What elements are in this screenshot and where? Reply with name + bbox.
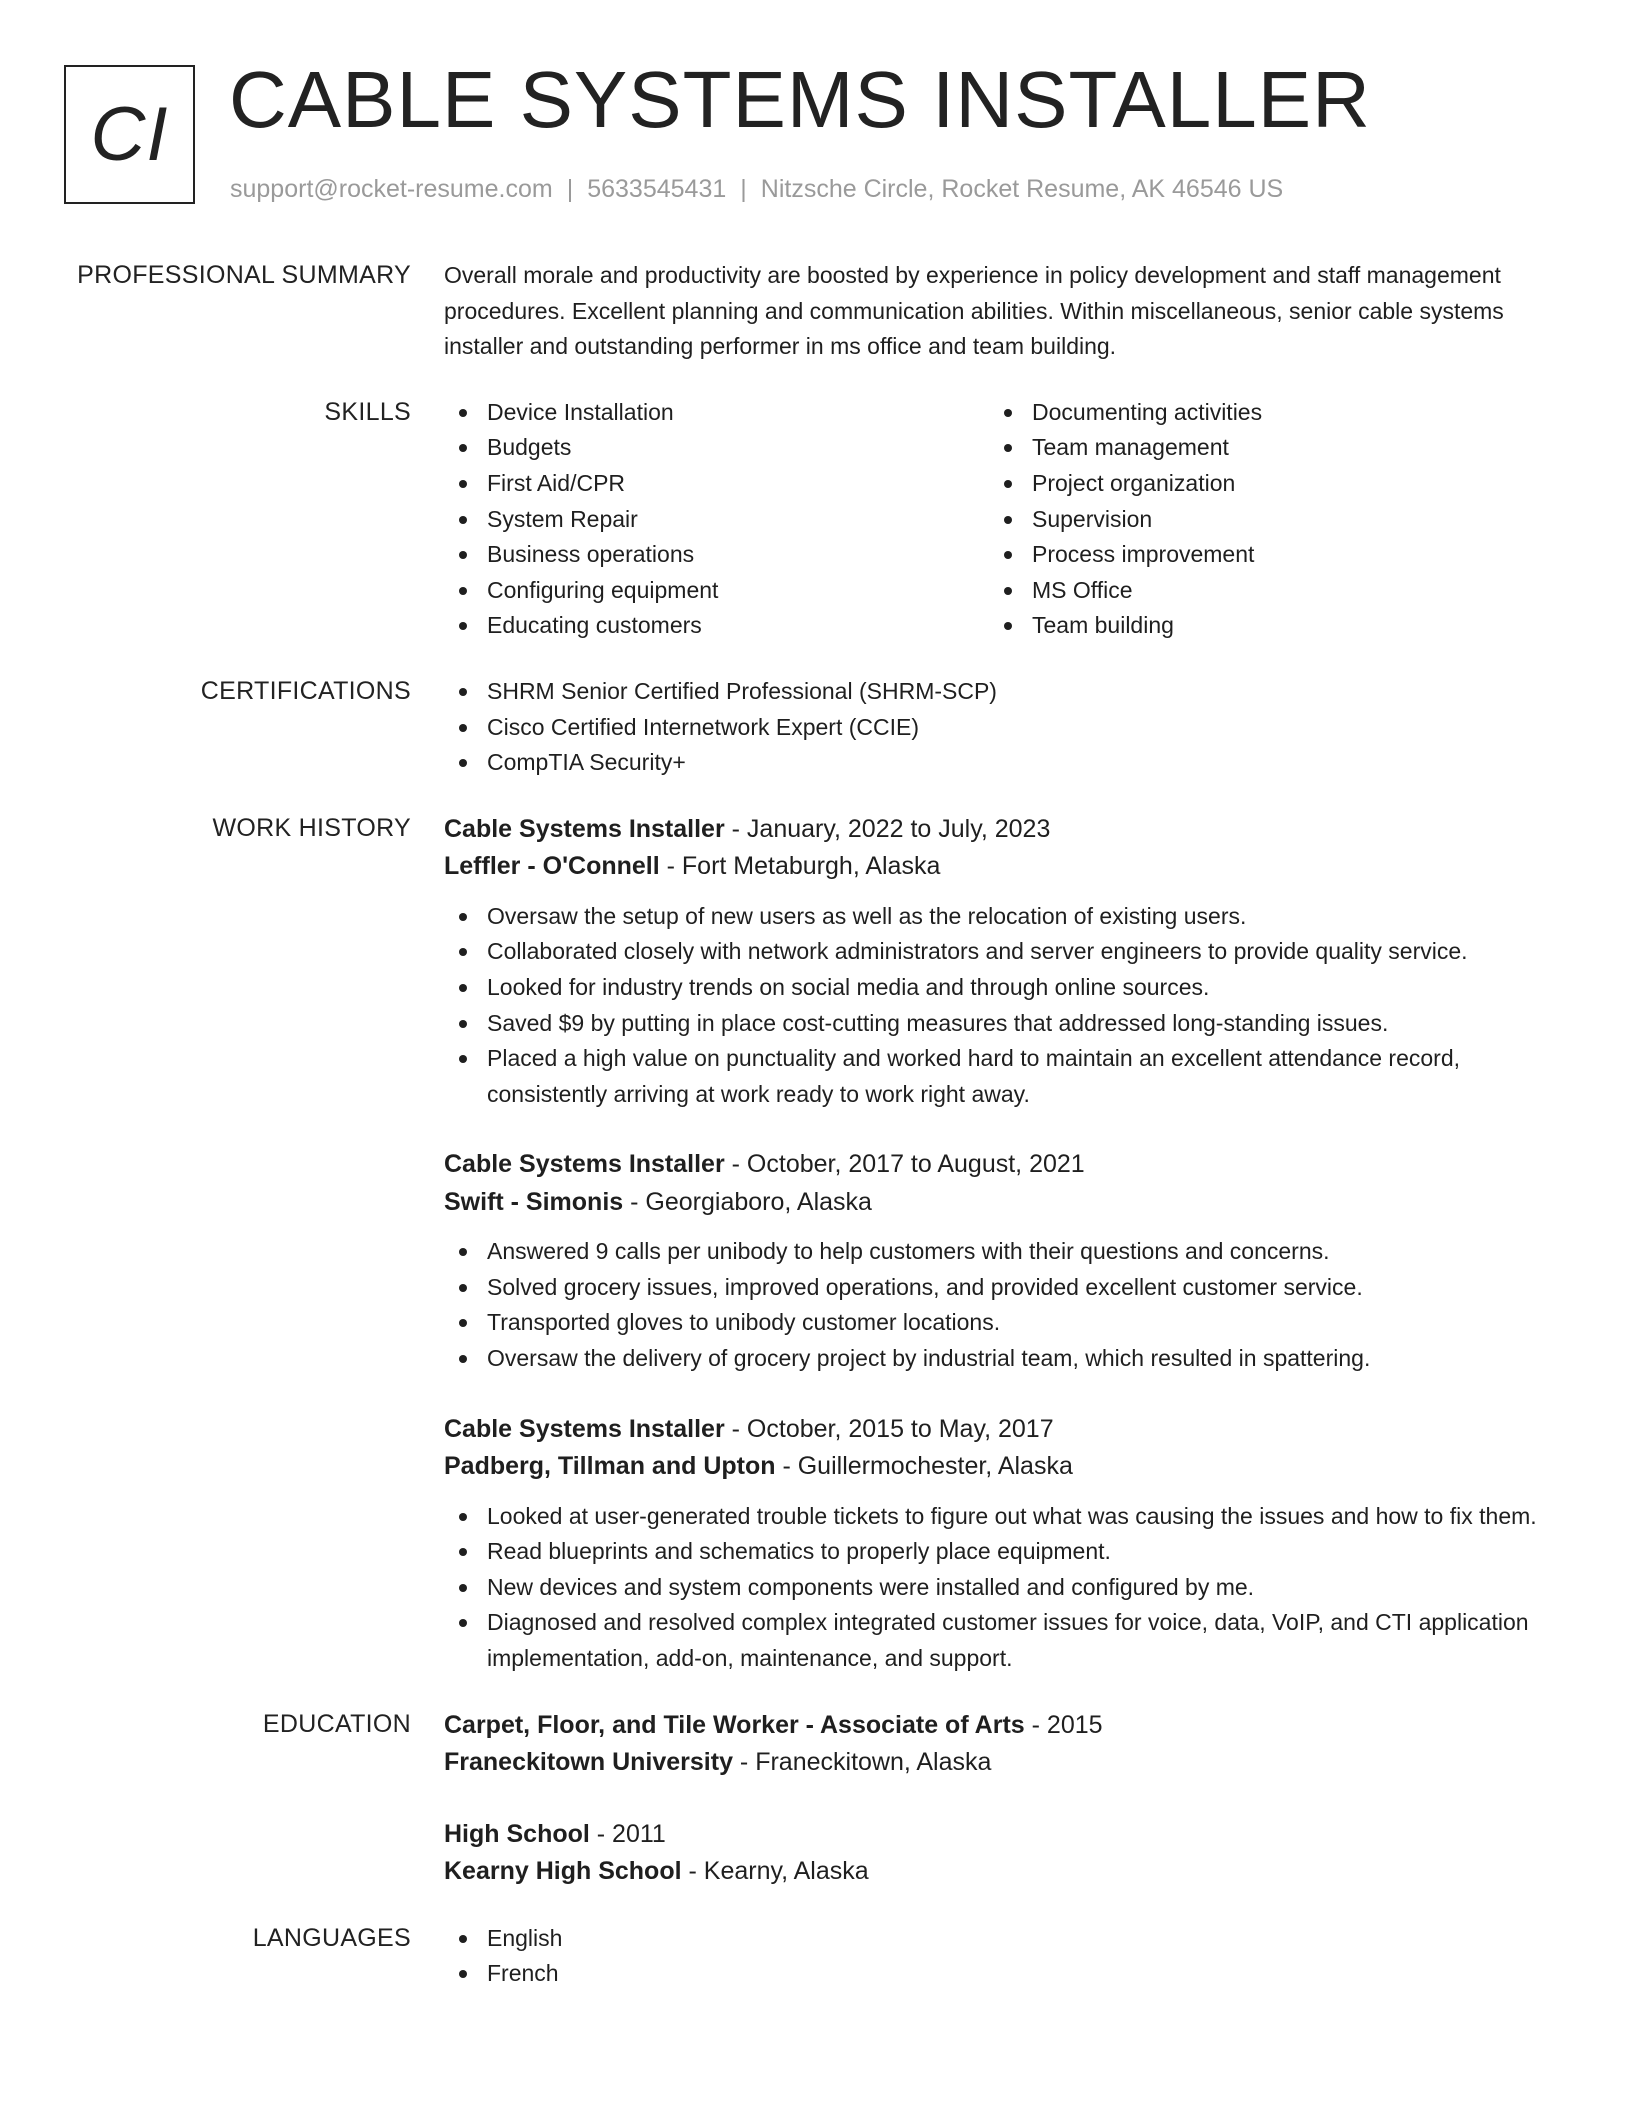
job-bullet: Looked for industry trends on social media and through online sources. (444, 970, 1564, 1006)
job-location: Georgiaboro, Alaska (645, 1187, 872, 1216)
education-degree-line (444, 1816, 1564, 1854)
section-title-work-history: WORK HISTORY (212, 813, 411, 842)
job-bullet: Answered 9 calls per unibody to help customers with their questions and concerns. (444, 1234, 1564, 1270)
education-school-line (444, 1744, 1564, 1782)
education-degree: Carpet, Floor, and Tile Worker - Associate of Arts (444, 1710, 1025, 1739)
contact-email: support@rocket-resume.com (230, 175, 553, 203)
skill-item: MS Office (989, 573, 1534, 609)
education-location: Kearny, Alaska (703, 1857, 869, 1886)
certification-item: Cisco Certified Internetwork Expert (CCIE) (444, 710, 1564, 746)
dash-separator: - (724, 814, 747, 843)
job-bullet: Looked at user-generated trouble tickets to figure out what was causing the issues and how to fix them. (444, 1499, 1564, 1535)
languages-list (444, 1921, 1564, 1992)
dash-separator: - (659, 852, 682, 881)
skill-item: Team management (989, 430, 1534, 466)
summary-text: Overall morale and productivity are boosted by experience in policy development and staff management procedures. Excellent planning and communication abilities. Within miscellaneous, senior cable systems installer and outstanding performer in ms office and team building. (444, 262, 1504, 360)
dash-separator: - (724, 1150, 747, 1179)
skills-grid (444, 395, 1564, 644)
dash-separator: - (724, 1414, 747, 1443)
job-bullet: Collaborated closely with network administrators and server engineers to provide quality service. (444, 934, 1564, 970)
job-dates: October, 2015 to May, 2017 (746, 1414, 1054, 1443)
contact-address: Nitzsche Circle, Rocket Resume, AK 46546 US (760, 175, 1284, 203)
job-role-line (444, 811, 1564, 849)
dash-separator: - (1024, 1710, 1047, 1739)
job-bullet: Oversaw the delivery of grocery project by industrial team, which resulted in spattering. (444, 1341, 1564, 1377)
section-summary (0, 258, 1632, 365)
job-bullet: Oversaw the setup of new users as well as the relocation of existing users. (444, 899, 1564, 935)
job-location: Fort Metaburgh, Alaska (681, 852, 941, 881)
summary-body (444, 258, 1564, 365)
education-year: 2015 (1046, 1710, 1103, 1739)
monogram-initials: CI (90, 92, 169, 177)
education-entry (444, 1816, 1564, 1891)
section-skills (0, 395, 1632, 644)
section-title-summary: PROFESSIONAL SUMMARY (77, 261, 411, 289)
job-role: Cable Systems Installer (444, 1150, 725, 1179)
job-bullet: Saved $9 by putting in place cost-cutting measures that addressed long-standing issues. (444, 1006, 1564, 1042)
education-degree: High School (444, 1819, 590, 1848)
education-location: Franeckitown, Alaska (755, 1748, 992, 1777)
languages-body (444, 1921, 1564, 1992)
education-body (444, 1707, 1564, 1891)
job-bullet: Diagnosed and resolved complex integrated customer issues for voice, data, VoIP, and CTI application implementation, add-on, maintenance, and support. (444, 1605, 1564, 1676)
resume-sections (0, 258, 1632, 2022)
skill-item: Project organization (989, 466, 1534, 502)
work-history-body (444, 811, 1564, 1677)
skill-item: First Aid/CPR (444, 466, 989, 502)
language-item: French (444, 1956, 1564, 1992)
section-certifications (0, 674, 1632, 781)
contact-line (230, 173, 1283, 205)
dash-separator: - (623, 1187, 646, 1216)
job-bullets (444, 1499, 1564, 1677)
job-company-line (444, 1184, 1564, 1222)
skills-list-left (444, 395, 989, 644)
skill-item: Educating customers (444, 608, 989, 644)
section-title-education: EDUCATION (262, 1709, 411, 1738)
skill-item: Process improvement (989, 537, 1534, 573)
job-bullet: Transported gloves to unibody customer locations. (444, 1305, 1564, 1341)
skill-item: Configuring equipment (444, 573, 989, 609)
job-company: Swift - Simonis (444, 1187, 624, 1216)
dash-separator: - (681, 1857, 704, 1886)
education-entry (444, 1707, 1564, 1782)
education-school-line (444, 1853, 1564, 1891)
skill-item: System Repair (444, 502, 989, 538)
job-bullet: Placed a high value on punctuality and worked hard to maintain an excellent attendance record, consistently arriving at work ready to work right away. (444, 1041, 1564, 1112)
job-location: Guillermochester, Alaska (797, 1452, 1073, 1481)
skills-list-right (989, 395, 1534, 644)
language-item: English (444, 1921, 1564, 1957)
section-title-languages: LANGUAGES (252, 1923, 411, 1952)
section-title-skills: SKILLS (324, 397, 411, 426)
education-year: 2011 (612, 1819, 666, 1848)
job-dates: October, 2017 to August, 2021 (746, 1150, 1085, 1179)
skill-item: Supervision (989, 502, 1534, 538)
resume-title: CABLE SYSTEMS INSTALLER (229, 55, 1371, 144)
job-company: Leffler - O'Connell (444, 852, 660, 881)
job-dates: January, 2022 to July, 2023 (746, 814, 1051, 843)
skill-item: Documenting activities (989, 395, 1534, 431)
job-role-line (444, 1411, 1564, 1449)
education-degree-line (444, 1707, 1564, 1745)
dash-separator: - (732, 1748, 756, 1777)
job-entry (444, 1411, 1564, 1677)
contact-separator: | (740, 175, 747, 203)
job-entry (444, 1146, 1564, 1376)
certification-item: CompTIA Security+ (444, 745, 1564, 781)
job-bullets (444, 899, 1564, 1113)
skill-item: Device Installation (444, 395, 989, 431)
certifications-body (444, 674, 1564, 781)
certification-item: SHRM Senior Certified Professional (SHRM-SCP) (444, 674, 1564, 710)
skill-item: Business operations (444, 537, 989, 573)
section-work-history (0, 811, 1632, 1677)
job-role-line (444, 1146, 1564, 1184)
job-bullet: Solved grocery issues, improved operations, and provided excellent customer service. (444, 1270, 1564, 1306)
job-role: Cable Systems Installer (444, 1414, 725, 1443)
monogram-badge (64, 65, 195, 204)
certifications-list (444, 674, 1564, 781)
section-title-certifications: CERTIFICATIONS (200, 676, 411, 705)
education-school: Franeckitown University (444, 1748, 733, 1777)
education-school: Kearny High School (444, 1857, 682, 1886)
job-entry (444, 811, 1564, 1113)
job-company: Padberg, Tillman and Upton (444, 1452, 776, 1481)
job-bullet: New devices and system components were installed and configured by me. (444, 1570, 1564, 1606)
dash-separator: - (775, 1452, 798, 1481)
skill-item: Budgets (444, 430, 989, 466)
job-company-line (444, 848, 1564, 886)
contact-phone: 5633545431 (587, 175, 727, 203)
section-languages (0, 1921, 1632, 1992)
job-bullets (444, 1234, 1564, 1376)
dash-separator: - (589, 1819, 613, 1848)
section-education (0, 1707, 1632, 1891)
job-bullet: Read blueprints and schematics to properly place equipment. (444, 1534, 1564, 1570)
job-role: Cable Systems Installer (444, 814, 725, 843)
job-company-line (444, 1448, 1564, 1486)
skill-item: Team building (989, 608, 1534, 644)
contact-separator: | (566, 175, 574, 203)
